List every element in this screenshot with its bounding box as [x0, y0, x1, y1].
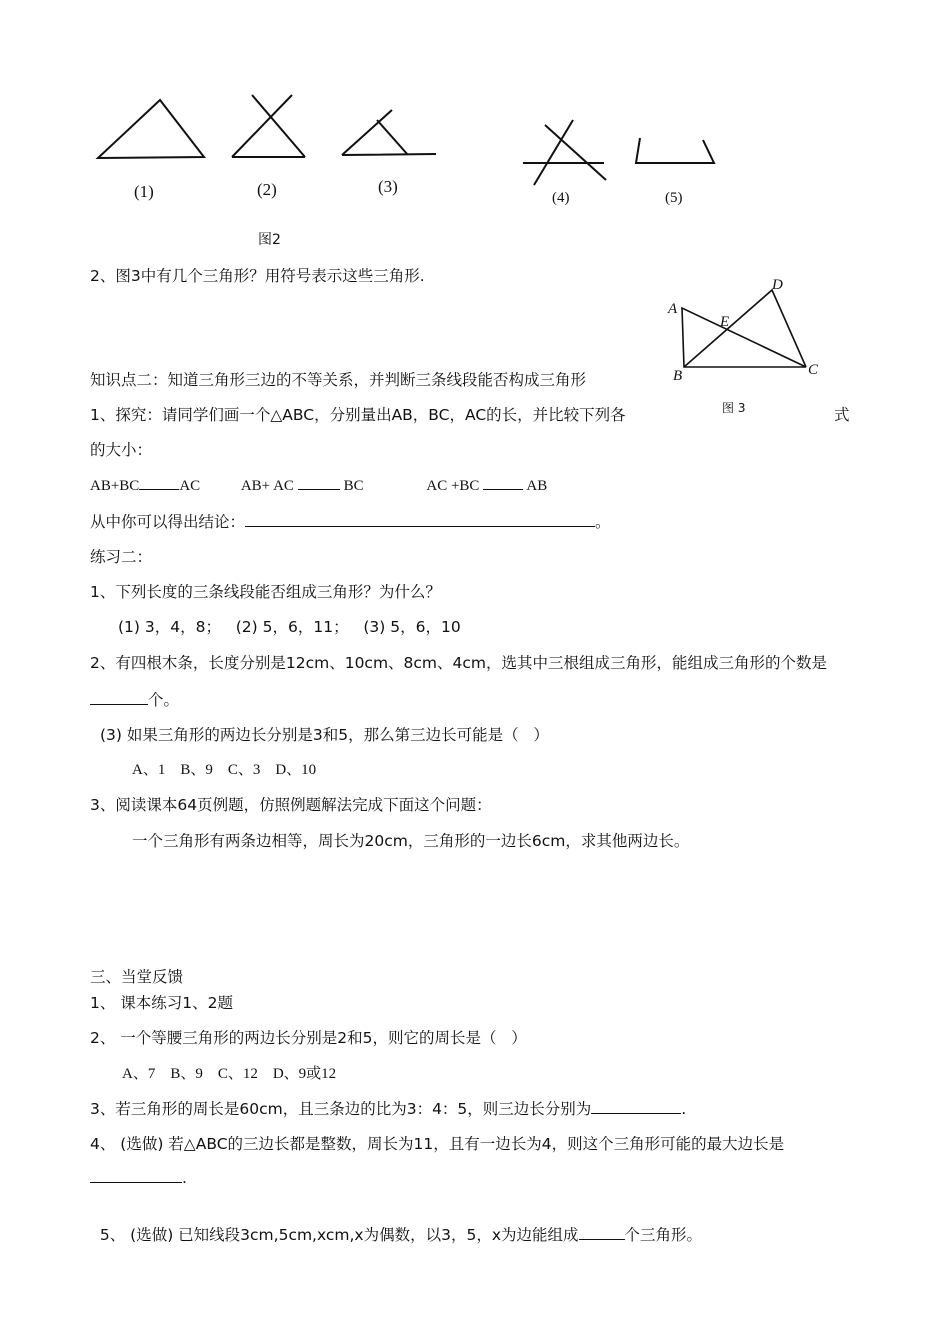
compare-3-right: AB — [526, 478, 548, 494]
feedback-1: 1、 课本练习1、2题 — [90, 994, 234, 1012]
knowledge2-title: 知识点二：知道三角形三边的不等关系，并判断三条线段能否构成三角形 — [90, 371, 587, 389]
feedback-3-end: . — [681, 1100, 687, 1118]
compare-3-left: AC +BC — [426, 478, 480, 494]
compare-2-right: BC — [343, 478, 364, 494]
figure-3 — [0, 0, 950, 420]
compare-3-blank[interactable] — [483, 475, 523, 490]
fig2-label-3: (3) — [378, 177, 398, 196]
knowledge2-explore-cont: 的大小： — [90, 441, 153, 459]
feedback-4: 4、 (选做) 若△ABC的三边长都是整数，周长为11，且有一边长为4，则这个三角形可能的最大边长是 — [90, 1135, 785, 1153]
practice2-q4: 3、阅读课本64页例题，仿照例题解法完成下面这个问题： — [90, 796, 492, 814]
feedback-4-tail-line — [90, 1168, 187, 1187]
knowledge2-explore-tail: 式 — [834, 406, 850, 424]
feedback-3: 3、若三角形的周长是60cm，且三条边的比为3：4：5，则三边长分别为 — [90, 1100, 592, 1118]
question-2: 2、图3中有几个三角形？用符号表示这些三角形. — [90, 267, 425, 285]
fig3-point-d: D — [772, 277, 783, 293]
practice2-q1-items: (1) 3，4，8； (2) 5，6，11； (3) 5，6，10 — [118, 618, 461, 636]
conclusion-blank[interactable] — [245, 512, 595, 527]
knowledge2-explore: 1、探究：请同学们画一个△ABC，分别量出AB，BC，AC的长，并比较下列各 — [90, 406, 626, 424]
feedback-3-line — [90, 1097, 686, 1119]
feedback-5-line — [90, 1205, 702, 1245]
feedback-4-end: . — [182, 1169, 187, 1187]
fig2-label-1: (1) — [134, 182, 154, 201]
conclusion-end: 。 — [595, 513, 611, 531]
practice2-q1: 1、下列长度的三条线段能否组成三角形？为什么？ — [90, 583, 441, 601]
fig3-point-c: C — [808, 362, 819, 378]
practice2-q3-options: A、1 B、9 C、3 D、10 — [132, 762, 317, 778]
practice2-title: 练习二： — [90, 548, 153, 566]
practice2-q2-blank[interactable] — [90, 690, 148, 705]
feedback-2-options: A、7 B、9 C、12 D、9或12 — [122, 1066, 337, 1082]
figure2-caption: 图2 — [258, 232, 281, 248]
fig2-label-5: (5) — [665, 190, 683, 206]
practice2-q2: 2、有四根木条，长度分别是12cm、10cm、8cm、4cm，选其中三根组成三角形，能组成三角形的个数是 — [90, 654, 828, 672]
fig3-point-a: A — [668, 301, 678, 317]
conclusion-label: 从中你可以得出结论： — [90, 513, 246, 531]
fig2-label-4: (4) — [552, 190, 570, 206]
fig2-label-2: (2) — [257, 180, 277, 199]
compare-2-left: AB+ AC — [240, 478, 294, 494]
feedback-title: 三、当堂反馈 — [90, 968, 184, 986]
fig3-point-e: E — [720, 314, 730, 330]
feedback-2: 2、 一个等腰三角形的两边长分别是2和5，则它的周长是（ ） — [90, 1029, 527, 1047]
practice2-q2-tail-line — [90, 688, 179, 710]
compare-1-left: AB+BC — [90, 478, 140, 494]
feedback-5-a: 5、 (选做) 已知线段3cm,5cm,xcm,x为偶数，以3，5，x为边能组成 — [99, 1226, 579, 1244]
feedback-4-blank[interactable] — [90, 1168, 182, 1183]
feedback-5-blank[interactable] — [579, 1225, 625, 1240]
compare-1-right: AC — [179, 478, 201, 494]
feedback-5-b: 个三角形。 — [624, 1226, 703, 1244]
practice2-q4-body: 一个三角形有两条边相等，周长为20cm，三角形的一边长6cm，求其他两边长。 — [132, 832, 690, 850]
compare-1-blank[interactable] — [139, 475, 179, 490]
practice2-q3: (3) 如果三角形的两边长分别是3和5，那么第三边长可能是（ ） — [100, 726, 549, 744]
compare-row — [90, 475, 547, 495]
conclusion-line — [90, 510, 611, 532]
compare-2-blank[interactable] — [298, 475, 340, 490]
practice2-q2-tail: 个。 — [148, 691, 180, 709]
fig3-point-b: B — [673, 368, 683, 384]
figure3-caption: 图 3 — [722, 401, 746, 415]
feedback-3-blank[interactable] — [591, 1099, 681, 1114]
